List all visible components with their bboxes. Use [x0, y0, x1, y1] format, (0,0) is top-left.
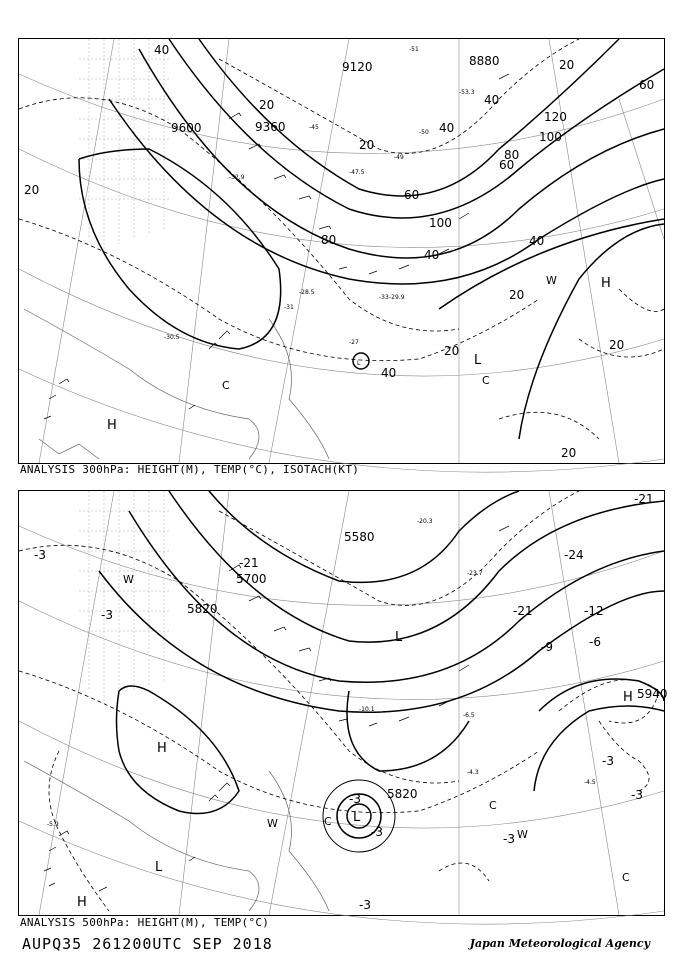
isotach-label-80: 80: [321, 233, 337, 247]
upper-height-contours: [79, 39, 664, 439]
system-high-west: H: [107, 418, 117, 433]
lower-wind-barbs: [44, 526, 509, 891]
height-label-5700: 5700: [236, 572, 267, 586]
system-high-far-sw: H: [77, 895, 87, 910]
system-cold-west: C: [222, 379, 230, 392]
svg-text:-3: -3: [359, 898, 371, 912]
svg-text:-50: -50: [419, 129, 429, 136]
lower-sparse-area: [79, 491, 169, 701]
system-cold-typhoon: C: [324, 815, 332, 828]
system-high-east: H: [623, 690, 633, 705]
svg-text:-47.5: -47.5: [349, 169, 365, 176]
upper-chart-map: [19, 39, 664, 463]
svg-text:-27: -27: [349, 339, 359, 346]
isotach-label-120: 120: [544, 110, 567, 124]
isotach-label-20b: 20: [359, 138, 375, 152]
system-low-typhoon: L: [357, 360, 361, 367]
svg-text:-49: -49: [394, 154, 404, 161]
system-low-north: L: [395, 630, 403, 645]
svg-text:-53.3: -53.3: [459, 89, 475, 96]
system-warm: W: [546, 274, 557, 287]
svg-text:-29.9: -29.9: [389, 294, 405, 301]
svg-text:-3: -3: [602, 754, 614, 768]
chart-product-code: AUPQ35 261200UTC SEP 2018: [22, 935, 273, 953]
height-label-5580: 5580: [344, 530, 375, 544]
system-high-east: H: [601, 276, 611, 291]
upper-sparse-area: [79, 39, 169, 249]
svg-text:-6.5: -6.5: [463, 712, 475, 719]
svg-text:-12: -12: [584, 604, 604, 618]
system-warm-east: W: [517, 828, 528, 841]
svg-text:-4.3: -4.3: [467, 769, 479, 776]
lower-chart-caption: ANALYSIS 500hPa: HEIGHT(M), TEMP(°C): [20, 916, 270, 929]
system-low-center: L: [474, 353, 482, 368]
lower-isotherms: [19, 491, 659, 911]
lower-height-contours: [99, 491, 664, 852]
isotach-label-60b: 60: [404, 188, 420, 202]
svg-text:-10.1: -10.1: [359, 706, 375, 713]
system-low-typhoon: L: [353, 810, 361, 825]
svg-text:-3: -3: [631, 788, 643, 802]
system-warm-center: W: [267, 817, 278, 830]
isotach-label-20e: 20: [561, 446, 577, 460]
isotach-label-20d: 20: [609, 338, 625, 352]
svg-text:-31: -31: [284, 304, 294, 311]
lower-chart-map: [19, 491, 668, 915]
system-cold-east: C: [482, 374, 490, 387]
isotach-label-100: 100: [429, 216, 452, 230]
svg-text:-3: -3: [349, 792, 361, 806]
svg-text:-3: -3: [101, 608, 113, 622]
height-label-8880: 8880: [469, 54, 500, 68]
isotach-label-40c: 40: [439, 121, 455, 135]
upper-chart-caption: ANALYSIS 300hPa: HEIGHT(M), TEMP(°C), ISOTACH(KT): [20, 463, 360, 476]
isotach-label-20c: 20: [509, 288, 525, 302]
height-label-9600: 9600: [171, 121, 202, 135]
height-label-5820-east: 5820: [387, 787, 418, 801]
upper-graticule: [19, 39, 664, 472]
isotach-label-20: 20: [24, 183, 40, 197]
svg-text:-23.7: -23.7: [467, 570, 483, 577]
lower-chart-500hpa: [18, 490, 668, 916]
isotach-label-100b: 100: [539, 130, 562, 144]
isotach-label-40e: 40: [381, 366, 397, 380]
svg-text:-30.5: -30.5: [164, 334, 180, 341]
system-low-south: L: [155, 860, 163, 875]
isotach-label-40: 40: [154, 43, 170, 57]
isotach-label-40b: 40: [484, 93, 500, 107]
height-label-5820-west: 5820: [187, 602, 218, 616]
svg-text:-3: -3: [371, 825, 383, 839]
system-high-sw: H: [157, 741, 167, 756]
svg-text:-3: -3: [503, 832, 515, 846]
isotach-label-40f: 40: [424, 248, 440, 262]
svg-text:-51: -51: [409, 46, 419, 53]
svg-text:-9: -9: [541, 640, 553, 654]
upper-chart-300hpa: [18, 38, 665, 464]
lower-coastline: [24, 761, 329, 911]
svg-text:-21: -21: [239, 556, 259, 570]
height-label-9360: 9360: [255, 120, 286, 134]
svg-text:-28.5: -28.5: [299, 289, 315, 296]
svg-text:-21: -21: [513, 604, 533, 618]
isotach-label-40d: 40: [529, 234, 545, 248]
svg-text:-6: -6: [589, 635, 601, 649]
svg-text:-32.9: -32.9: [229, 174, 245, 181]
height-label-5940: 5940: [637, 687, 668, 701]
system-warm-nw: W: [123, 573, 134, 586]
isotach-label-20g: 20: [259, 98, 275, 112]
system-cold-se: C: [622, 871, 630, 884]
svg-text:-24: -24: [564, 548, 584, 562]
system-cold-center: C: [489, 799, 497, 812]
upper-coastline: [24, 309, 329, 459]
svg-text:-33: -33: [379, 294, 389, 301]
svg-text:-4.5: -4.5: [584, 779, 596, 786]
svg-text:-20.3: -20.3: [417, 518, 433, 525]
isotach-label-20h: 20: [559, 58, 575, 72]
svg-text:-21: -21: [634, 492, 654, 506]
svg-text:-3: -3: [34, 548, 46, 562]
isotach-label-60: 60: [639, 78, 655, 92]
isotach-label-20f: 20: [444, 344, 460, 358]
isotach-label-60c: 60: [499, 158, 515, 172]
isotach-label-80b: 80: [504, 148, 520, 162]
svg-text:-45: -45: [309, 124, 319, 131]
height-label-9120: 9120: [342, 60, 373, 74]
agency-credit: Japan Meteorological Agency: [469, 937, 650, 950]
svg-text:-5.9: -5.9: [47, 821, 59, 828]
